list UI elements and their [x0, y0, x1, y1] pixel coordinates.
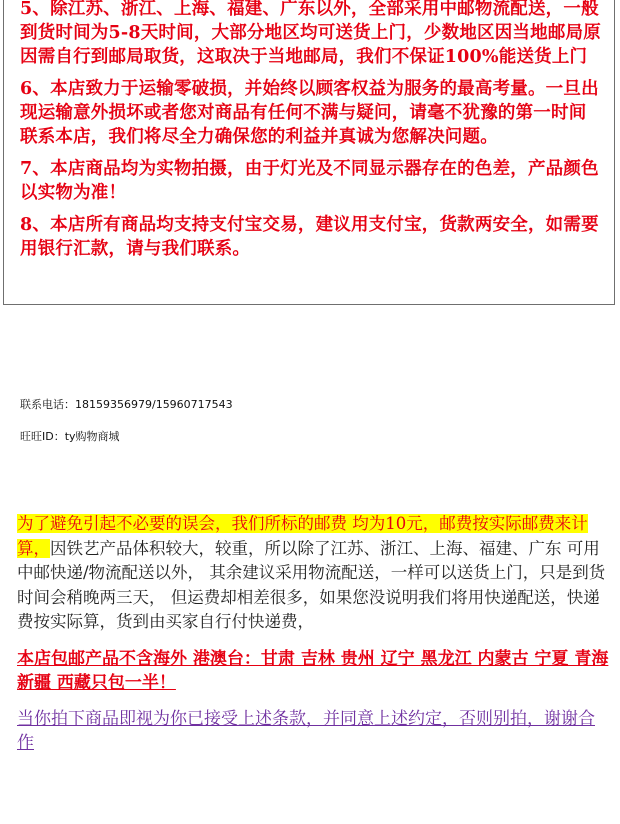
contact-wangwang: 旺旺ID：ty购物商城 — [20, 430, 120, 443]
terms-box — [3, 0, 615, 305]
term-8: 8、本店所有商品均支持支付宝交易，建议用支付宝，货款两安全，如需要用银行汇款，请与我们联系。 — [20, 215, 599, 259]
shipping-body: 因铁艺产品体积较大，较重，所以除了江苏、浙江、上海、福建、广东 可用中邮快递/物流配送以外， 其余建议采用物流配送，一样可以送货上门，只是到货时间会稍晚两三天， 但运费却相差很多，如果您没说明我们将用快递配送，快递费按实际算，货到由买家自行付快递费， — [17, 538, 606, 631]
term-5: 5、除江苏、浙江、上海、福建、广东以外，全部采用中邮物流配送，一般到货时间为5-8天时间，大部分地区均可送货上门，少数地区因当地邮局原因需自行到邮局取货，这取决于当地邮局，我们不保证100%能送货上门 — [20, 0, 601, 67]
acceptance-note: 当你拍下商品即视为你已接受上述条款，并同意上述约定，否则别拍，谢谢合作 — [17, 709, 595, 753]
term-6: 6、本店致力于运输零破损，并始终以顾客权益为服务的最高考量。一旦出现运输意外损坏或者您对商品有任何不满与疑问，请毫不犹豫的第一时间联系本店，我们将尽全力确保您的利益并真诚为您解决问题。 — [20, 79, 599, 147]
term-7: 7、本店商品均为实物拍摄，由于灯光及不同显示器存在的色差，产品颜色以实物为准！ — [20, 159, 599, 203]
shipping-notice — [17, 512, 607, 635]
free-shipping-note: 本店包邮产品不含海外 港澳台：甘肃 吉林 贵州 辽宁 黑龙江 内蒙古 宁夏 青海 新疆 西藏只包一半！ — [17, 649, 609, 693]
shipping-highlight: 为了避免引起不必要的误会，我们所标的邮费 均为10元，邮费按实际邮费来计算， — [17, 514, 588, 558]
contact-phone: 联系电话：18159356979/15960717543 — [20, 398, 233, 411]
